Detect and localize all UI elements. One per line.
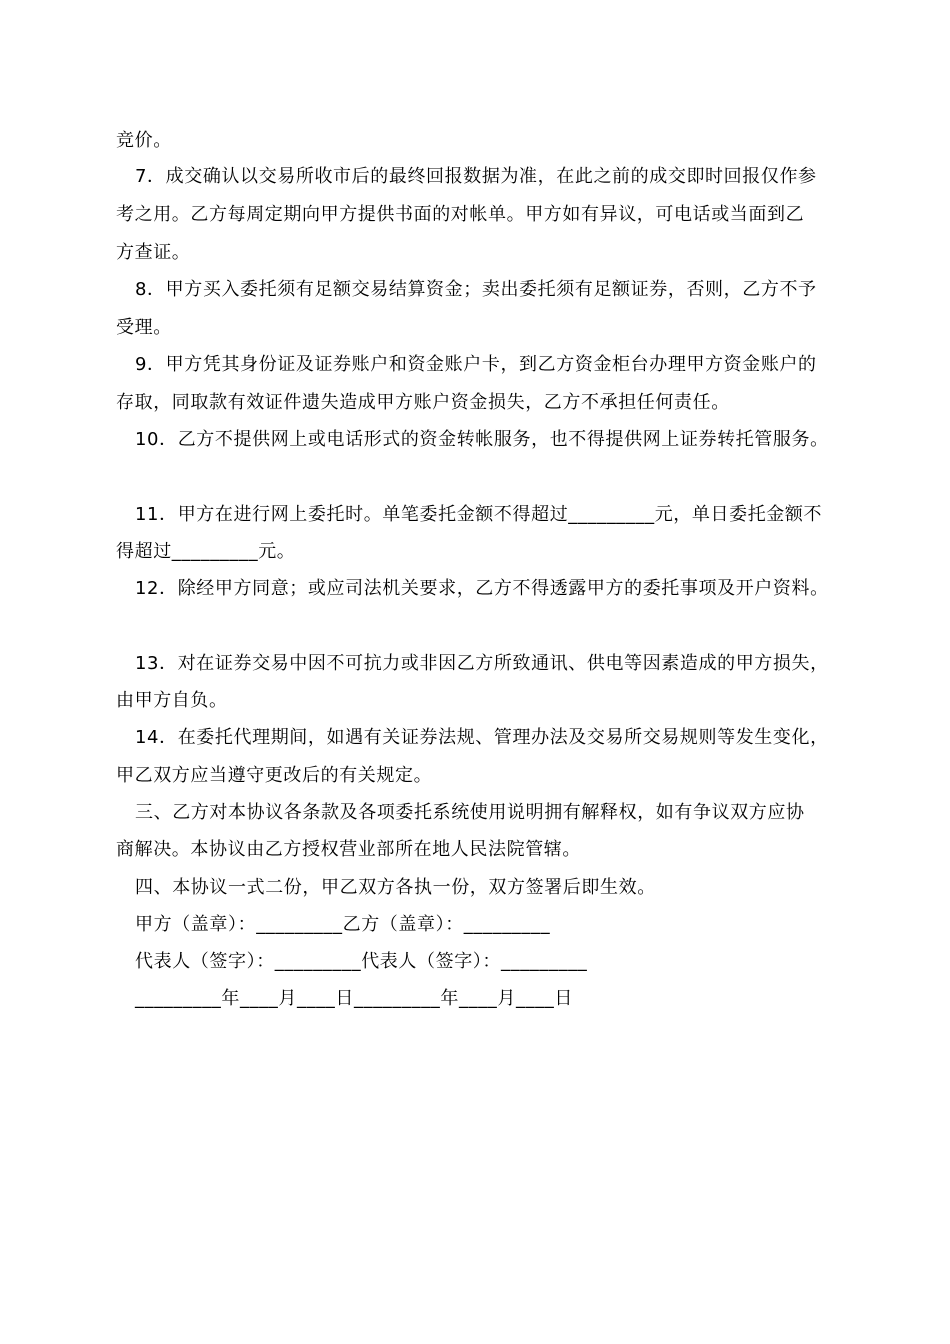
text-line: 12．除经甲方同意；或应司法机关要求，乙方不得透露甲方的委托事项及开户资料。 [135, 578, 829, 599]
text-line: 10．乙方不提供网上或电话形式的资金转帐服务，也不得提供网上证券转托管服务。 [135, 429, 829, 450]
text-line: 13．对在证券交易中因不可抗力或非因乙方所致通讯、供电等因素造成的甲方损失， [135, 653, 829, 674]
text-line: 甲乙双方应当遵守更改后的有关规定。 [116, 765, 433, 786]
text-line: 三、乙方对本协议各条款及各项委托系统使用说明拥有解释权，如有争议双方应协 [135, 802, 805, 823]
signature-line: 代表人（签字）：_________代表人（签字）：_________ [135, 951, 588, 972]
text-line: 方查证。 [116, 242, 191, 263]
text-line: 由甲方自负。 [116, 690, 228, 711]
text-line: 四、本协议一式二份，甲乙双方各执一份，双方签署后即生效。 [135, 877, 656, 898]
text-line: 9．甲方凭其身份证及证券账户和资金账户卡，到乙方资金柜台办理甲方资金账户的 [135, 354, 817, 375]
text-line: 受理。 [116, 317, 172, 338]
text-line: 商解决。本协议由乙方授权营业部所在地人民法院管辖。 [116, 839, 581, 860]
signature-line: 甲方（盖章）：_________乙方（盖章）：_________ [135, 914, 551, 935]
text-line: 8．甲方买入委托须有足额交易结算资金；卖出委托须有足额证券，否则，乙方不予 [135, 279, 817, 300]
text-line: 11．甲方在进行网上委托时。单笔委托金额不得超过_________元，单日委托金额不 [135, 504, 823, 525]
text-line: 7．成交确认以交易所收市后的最终回报数据为准，在此之前的成交即时回报仅作参 [135, 166, 817, 187]
date-line: _________年____月____日_________年____月____日 [135, 988, 573, 1009]
text-line: 14．在委托代理期间，如遇有关证券法规、管理办法及交易所交易规则等发生变化， [135, 727, 829, 748]
text-line: 竞价。 [116, 130, 172, 151]
text-line: 考之用。乙方每周定期向甲方提供书面的对帐单。甲方如有异议，可电话或当面到乙 [116, 204, 805, 225]
text-line: 得超过_________元。 [116, 541, 296, 562]
text-line: 存取，同取款有效证件遗失造成甲方账户资金损失，乙方不承担任何责任。 [116, 392, 730, 413]
